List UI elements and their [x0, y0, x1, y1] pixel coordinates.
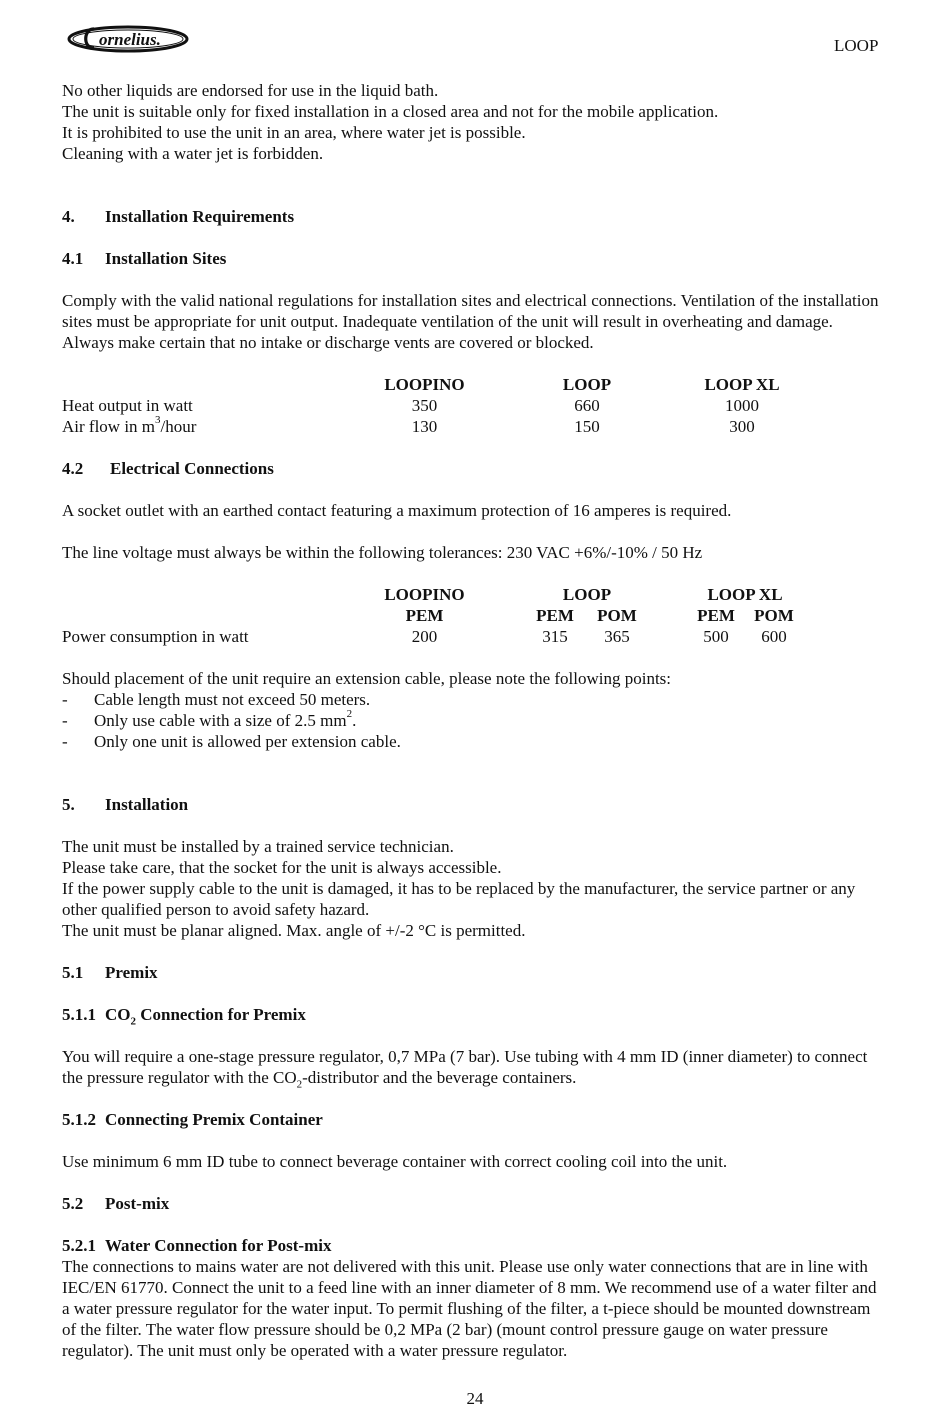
list-item: [62, 689, 882, 710]
subscript: 2: [296, 1078, 303, 1091]
column-subheader: PEM: [697, 606, 735, 625]
table-header-row: [62, 584, 803, 605]
installation-sites-paragraph: Comply with the valid national regulations for installation sites and electrical connections. Ventilation of the installation sites must be appropriate for unit output. Inadequate ventilation of the unit will result in overheating and damage. Always make certain that no intake or discharge vents are covered or blocked.: [62, 291, 879, 352]
list-item-text: Only use cable with a size of 2.5 mm: [94, 711, 347, 730]
section-title: Installation Requirements: [105, 207, 295, 226]
list-item: [62, 731, 882, 752]
row-label: Heat output in watt: [62, 396, 193, 415]
page-number: 24: [466, 1389, 484, 1408]
section-heading-4: [62, 206, 882, 227]
premix-container-paragraph: Use minimum 6 mm ID tube to connect beverage container with correct cooling coil into the unit.: [62, 1152, 728, 1171]
installation-line: The unit must be planar aligned. Max. angle of +/-2 °C is permitted.: [62, 921, 526, 940]
section-heading-4-2: [62, 458, 882, 479]
section-number: 5.1: [62, 963, 84, 982]
table-cell: 300: [729, 417, 755, 436]
table-subheader-row: [62, 605, 803, 626]
extension-intro: Should placement of the unit require an extension cable, please note the following points:: [62, 669, 672, 688]
column-header: LOOP: [562, 375, 612, 394]
list-dash: -: [62, 732, 68, 751]
water-connection-paragraph: The connections to mains water are not delivered with this unit. Please use only water connections that are in line with IEC/EN 61770. Connect the unit to a feed line with an inner diameter of 8 mm. We recommend use of a water filter and a water pressure regulator for the water input. To permit flushing of the filter, a t-piece should be mounted downstream of the filter. The water flow pressure should be 0,2 MPa (2 bar) (mount control pressure gauge on water pressure regulator). The unit must only be operated with a water pressure regulator.: [62, 1257, 877, 1360]
table-row: [62, 626, 803, 647]
table-cell: 365: [604, 627, 630, 646]
heat-airflow-table: [62, 374, 797, 437]
installation-line: Please take care, that the socket for the unit is always accessible.: [62, 858, 502, 877]
installation-line: The unit must be installed by a trained service technician.: [62, 837, 454, 856]
paragraph-text: -distributor and the beverage containers.: [302, 1068, 577, 1087]
section-title: CO: [105, 1005, 131, 1024]
superscript: 3: [155, 414, 161, 427]
cornelius-logo-mark: [66, 22, 190, 56]
section-title: Connection for Premix: [136, 1005, 306, 1024]
table-cell: 1000: [725, 396, 759, 415]
row-label: Power consumption in watt: [62, 627, 249, 646]
row-label-text: /hour: [160, 417, 197, 436]
table-cell: 600: [761, 627, 787, 646]
paragraph-text: You will require a one-stage pressure regulator, 0,7 MPa (7 bar). Use tubing with 4 mm ID (inner diameter) to connect the pressure regulator with the CO: [62, 1047, 868, 1087]
section-number: 4.: [62, 207, 75, 226]
page-content: [62, 80, 882, 1361]
table-cell: 200: [411, 627, 438, 646]
header-title: LOOP: [834, 36, 879, 55]
co2-paragraph: [62, 1046, 882, 1091]
table-cell: 500: [703, 627, 729, 646]
table-cell: 660: [574, 396, 600, 415]
section-number: 5.1.2: [62, 1110, 96, 1129]
section-heading-5-1-2: [62, 1109, 882, 1130]
table-cell: 150: [574, 417, 600, 436]
column-subheader: PEM: [536, 606, 574, 625]
cornelius-logo: [66, 22, 190, 56]
column-header: LOOPINO: [384, 585, 465, 604]
table-cell: 130: [411, 417, 438, 436]
intro-line: The unit is suitable only for fixed installation in a closed area and not for the mobile application.: [62, 102, 719, 121]
section-title: Water Connection for Post-mix: [105, 1236, 332, 1255]
power-consumption-table: [62, 584, 803, 647]
subscript: 2: [130, 1015, 136, 1028]
section-title: Premix: [105, 963, 158, 982]
section-number: 5.: [62, 795, 75, 814]
table-cell-pair: [687, 626, 803, 647]
intro-line: It is prohibited to use the unit in an area, where water jet is possible.: [62, 123, 526, 142]
section-title: Installation Sites: [105, 249, 227, 268]
row-label: [62, 416, 362, 437]
superscript: 2: [346, 708, 353, 721]
column-subheader: POM: [754, 606, 794, 625]
section-number: 4.1: [62, 249, 84, 268]
list-dash: -: [62, 711, 68, 730]
section-heading-5: [62, 794, 882, 815]
row-label-text: Air flow in m: [62, 417, 156, 436]
section-heading-5-2-1: [62, 1235, 882, 1256]
column-header: LOOPINO: [384, 375, 465, 394]
column-header: LOOP XL: [704, 375, 780, 394]
installation-line: If the power supply cable to the unit is damaged, it has to be replaced by the manufacturer, the service partner or any other qualified person to avoid safety hazard.: [62, 879, 856, 919]
table-cell-pair: [487, 626, 687, 647]
list-dash: -: [62, 690, 68, 709]
svg-text:ornelius.: ornelius.: [99, 30, 161, 49]
column-subheader: POM: [597, 606, 637, 625]
table-row: [62, 416, 797, 437]
list-item: [62, 710, 882, 731]
section-number: 5.2: [62, 1194, 84, 1213]
section-number: 5.2.1: [62, 1236, 96, 1255]
intro-line: No other liquids are endorsed for use in the liquid bath.: [62, 81, 439, 100]
section-number: 5.1.1: [62, 1005, 96, 1024]
column-subheader: PEM: [405, 606, 444, 625]
list-item-text: Only one unit is allowed per extension cable.: [94, 732, 401, 751]
section-heading-5-1: [62, 962, 882, 983]
table-cell: 315: [542, 627, 568, 646]
list-item-text: Cable length must not exceed 50 meters.: [94, 690, 371, 709]
section-number: 4.2: [62, 459, 84, 478]
table-row: [62, 395, 797, 416]
section-title: Installation: [105, 795, 189, 814]
section-title: Post-mix: [105, 1194, 170, 1213]
column-subheader-pair: [487, 605, 687, 626]
section-heading-5-1-1: [62, 1004, 882, 1028]
column-subheader-pair: [687, 605, 803, 626]
section-title: Electrical Connections: [110, 459, 274, 478]
table-header-row: [62, 374, 797, 395]
intro-line: Cleaning with a water jet is forbidden.: [62, 144, 324, 163]
list-item-text: .: [352, 711, 357, 730]
electrical-paragraph: A socket outlet with an earthed contact featuring a maximum protection of 16 amperes is required.: [62, 501, 732, 520]
table-cell: 350: [411, 396, 438, 415]
section-heading-4-1: [62, 248, 882, 269]
voltage-paragraph: The line voltage must always be within the following tolerances: 230 VAC +6%/-10% / 50 Hz: [62, 543, 703, 562]
section-title: Connecting Premix Container: [105, 1110, 323, 1129]
column-header: LOOP: [562, 585, 612, 604]
section-heading-5-2: [62, 1193, 882, 1214]
column-header: LOOP XL: [707, 585, 783, 604]
